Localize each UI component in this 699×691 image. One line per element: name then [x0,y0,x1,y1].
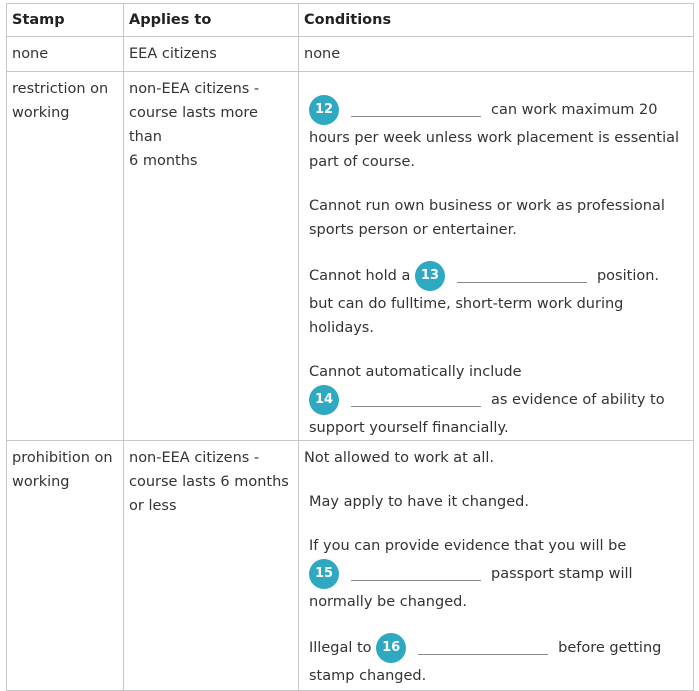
applies-line: or less [129,498,177,514]
header-stamp: Stamp [7,4,124,37]
text-line: If you can provide evidence that you will be [309,538,627,554]
text-line: Cannot automatically include [309,364,522,380]
text: position. [596,268,660,284]
stamp-line: restriction on [12,81,109,97]
text-line: May apply to have it changed. [309,494,529,510]
stamp-conditions-table [6,3,694,691]
applies-line: course lasts more than [129,105,258,145]
text-line: but can do fulltime, short-term work during holidays. [309,296,624,336]
question-15-line [309,558,688,590]
applies-line: non-EEA citizens - [129,450,260,466]
cell-applies: EEA citizens [124,37,299,72]
header-applies-to: Applies to [124,4,299,37]
text: as evidence of ability to [491,392,665,408]
question-16-line [309,632,688,664]
question-14-line [309,384,688,416]
text-line: hours per week unless work placement is essential [309,130,680,146]
question-number-badge: 16 [376,633,406,663]
text-line: stamp changed. [309,668,427,684]
question-number-badge: 14 [309,385,339,415]
answer-blank-12[interactable] [351,104,481,117]
answer-blank-14[interactable] [351,394,481,407]
stamp-line: working [12,105,70,121]
header-row [7,4,694,37]
table-row [7,441,694,691]
text-line: Cannot run own business or work as professional [309,198,665,214]
text-line: sports person or entertainer. [309,222,517,238]
applies-line: 6 months [129,153,198,169]
text-line: support yourself financially. [309,420,509,436]
cell-conditions: none [299,37,694,72]
cell-applies [124,72,299,441]
stamp-line: working [12,474,70,490]
applies-line: course lasts 6 months [129,474,289,490]
answer-blank-13[interactable] [457,270,587,283]
cell-stamp [7,72,124,441]
cell-conditions [299,441,694,691]
question-12-line [309,94,688,126]
text: Cannot hold a [309,268,411,284]
question-number-badge: 12 [309,95,339,125]
text-line: normally be changed. [309,594,467,610]
answer-blank-15[interactable] [351,568,481,581]
text: passport stamp will [491,566,633,582]
text-line: Not allowed to work at all. [304,450,495,466]
text-line: part of course. [309,154,416,170]
answer-blank-16[interactable] [418,642,548,655]
text: before getting [558,640,662,656]
header-conditions: Conditions [299,4,694,37]
question-13-line [309,260,688,292]
question-number-badge: 13 [415,261,445,291]
text: Illegal to [309,640,372,656]
stamp-line: prohibition on [12,450,113,466]
cell-applies [124,441,299,691]
table-row [7,37,694,72]
cell-stamp [7,441,124,691]
applies-line: non-EEA citizens - [129,81,260,97]
text: can work maximum 20 [491,102,658,118]
cell-stamp: none [7,37,124,72]
table-row [7,72,694,441]
cell-conditions [299,72,694,441]
question-number-badge: 15 [309,559,339,589]
